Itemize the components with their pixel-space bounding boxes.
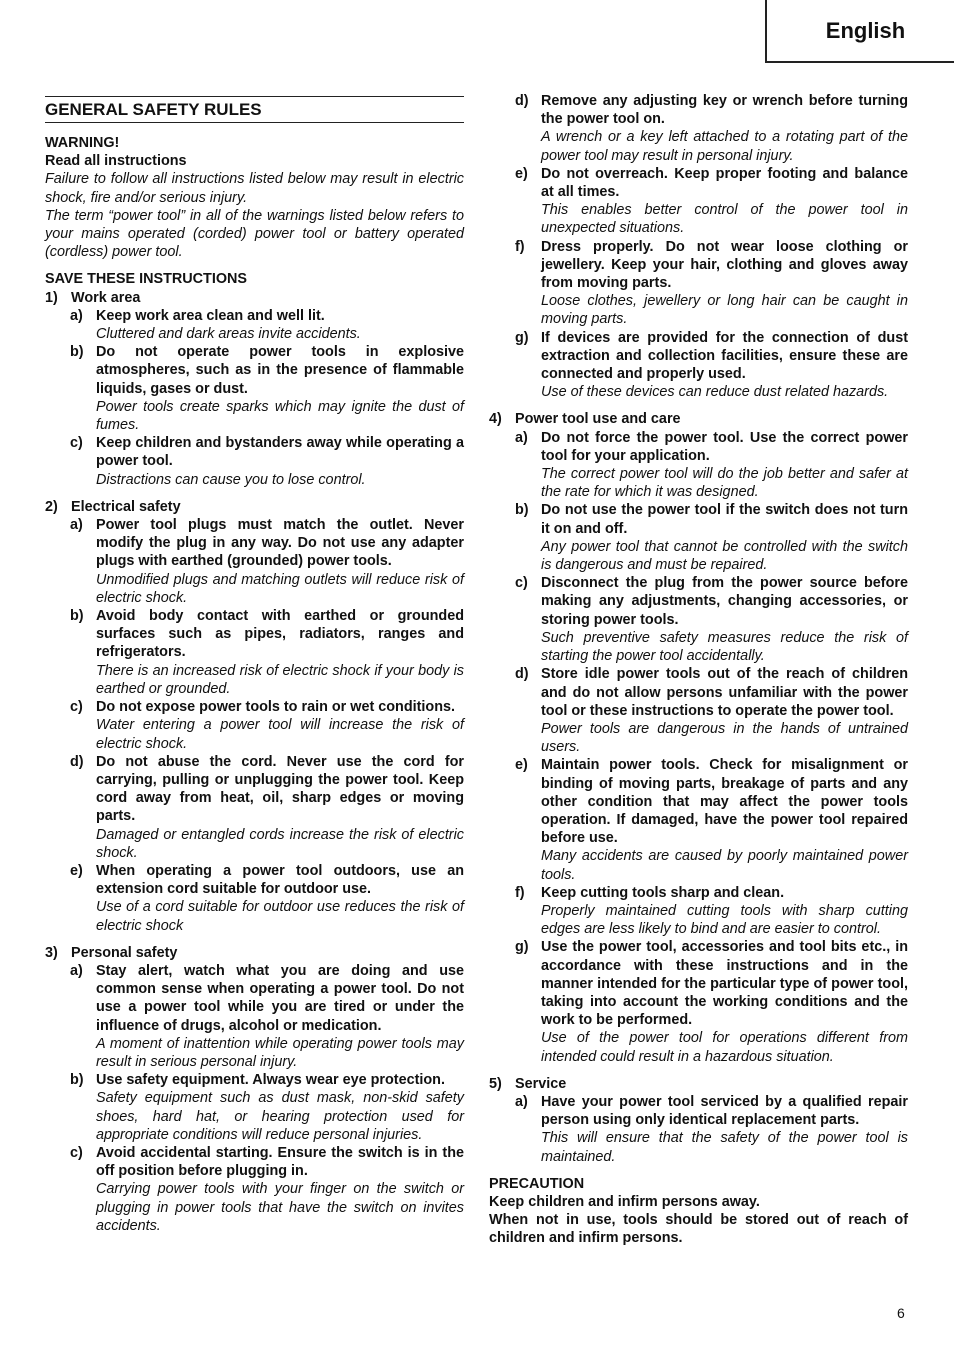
list-item: d) Do not abuse the cord. Never use the cord for carrying, pulling or unplugging the power tool. Keep cord away from heat, oil, sharp edges or moving parts. Damaged or entangled cords increase the risk of electric shock. <box>70 753 464 861</box>
list-item: c) Disconnect the plug from the power source before making any adjustments, changing accessories, or storing power tools. Such preventive safety measures reduce the risk of starting the power tool accidentally. <box>515 575 908 665</box>
list-item: c) Avoid accidental starting. Ensure the switch is in the off position before plugging in. Carrying power tools with your finger on the switch or plugging in power tools that have the switch on invites accidents. <box>70 1144 464 1234</box>
list-item: b) Do not use the power tool if the switch does not turn it on and off. Any power tool that cannot be controlled with the switch is dangerous and must be repaired. <box>515 502 908 574</box>
precaution-line-1: Keep children and infirm persons away. <box>489 1193 760 1210</box>
intro-paragraph-2: The term “power tool” in all of the warnings listed below refers to your mains operated (corded) power tool or battery operated (cordless) power tool. <box>45 207 464 261</box>
list-item: a) Have your power tool serviced by a qualified repair person using only identical replacement parts. This will ensure that the safety of the power tool is maintained. <box>515 1093 908 1165</box>
section-heading: 2) Electrical safety <box>45 498 181 515</box>
list-item: b) Use safety equipment. Always wear eye protection. Safety equipment such as dust mask, non-skid safety shoes, hard hat, or hearing protection used for appropriate conditions will reduce personal injuries. <box>70 1072 464 1143</box>
page-title: GENERAL SAFETY RULES <box>45 96 464 123</box>
right-column <box>489 92 908 1248</box>
list-item: a) Do not force the power tool. Use the correct power tool for your application. The correct power tool will do the job better and safer at the rate for which it was designed. <box>515 429 908 501</box>
list-item: b) Do not operate power tools in explosive atmospheres, such as in the presence of flammable liquids, gases or dust. Power tools create sparks which may ignite the dust of fumes. <box>70 344 464 434</box>
list-item: e) Do not overreach. Keep proper footing and balance at all times. This enables better control of the power tool in unexpected situations. <box>515 165 908 237</box>
list-item: g) Use the power tool, accessories and tool bits etc., in accordance with these instructions and in the manner intended for the particular type of power tool, taking into account the working conditions and the work to be performed. Use of the power tool for operations different from intended could result in a hazardous situation. <box>515 939 908 1065</box>
intro-paragraph-1: Failure to follow all instructions listed below may result in electric shock, fire and/or serious injury. <box>45 171 464 206</box>
list-item: a) Keep work area clean and well lit. Cluttered and dark areas invite accidents. <box>70 307 361 343</box>
section-heading: 5) Service <box>489 1075 567 1092</box>
list-item: a) Power tool plugs must match the outlet. Never modify the plug in any way. Do not use any adapter plugs with earthed (grounded) power tools. Unmodified plugs and matching outlets will reduce risk of electric shock. <box>70 517 464 606</box>
list-item: d) Remove any adjusting key or wrench before turning the power tool on. A wrench or a key left attached to a rotating part of the power tool may result in personal injury. <box>515 93 908 164</box>
list-item: g) If devices are provided for the connection of dust extraction and collection facilities, ensure these are connected and properly used. Use of these devices can reduce dust related hazards. <box>515 329 908 401</box>
section-heading: 4) Power tool use and care <box>489 411 681 428</box>
precaution-line-2: When not in use, tools should be stored out of reach of children and infirm persons. <box>489 1212 908 1247</box>
list-item: a) Stay alert, watch what you are doing and use common sense when operating a power tool. Do not use a power tool while you are tired or under the influence of drugs, alcohol or medication. A moment of inattention while operating power tools may result in serious personal injury. <box>70 962 464 1070</box>
list-item: b) Avoid body contact with earthed or grounded surfaces such as pipes, radiators, ranges and refrigerators. There is an increased risk of electric shock if your body is earthed or grounded. <box>70 608 464 697</box>
list-item: c) Do not expose power tools to rain or wet conditions. Water entering a power tool will increase the risk of electric shock. <box>70 699 464 752</box>
language-tab: English <box>765 0 954 63</box>
list-item: d) Store idle power tools out of the reach of children and do not allow persons unfamiliar with the power tool or these instructions to operate the power tool. Power tools are dangerous in the hands of untrained users. <box>515 666 908 756</box>
save-instructions: SAVE THESE INSTRUCTIONS <box>45 271 248 288</box>
list-item: f) Dress properly. Do not wear loose clothing or jewellery. Keep your hair, clothing and gloves away from moving parts. Loose clothes, jewellery or long hair can be caught in moving parts. <box>515 238 908 328</box>
warning-label: WARNING! <box>45 135 120 151</box>
section-heading: 3) Personal safety <box>45 944 178 961</box>
list-item: e) Maintain power tools. Check for misalignment or binding of moving parts, breakage of parts and any other condition that may affect the power tools operation. If damaged, have the power tool repaired before use. Many accidents are caused by poorly maintained power tools. <box>515 757 908 883</box>
precaution-title: PRECAUTION <box>489 1175 585 1192</box>
read-instructions: Read all instructions <box>45 153 187 170</box>
left-column <box>45 96 464 1235</box>
page-number: 6 <box>897 1305 905 1321</box>
list-item: f) Keep cutting tools sharp and clean. Properly maintained cutting tools with sharp cutting edges are less likely to bind and are easier to control. <box>515 884 908 938</box>
list-item: c) Keep children and bystanders away while operating a power tool. Distractions can cause you to lose control. <box>70 435 464 488</box>
section-heading: 1) Work area <box>45 289 141 306</box>
list-item: e) When operating a power tool outdoors, use an extension cord suitable for outdoor use. Use of a cord suitable for outdoor use reduces the risk of electric shock <box>70 862 464 934</box>
